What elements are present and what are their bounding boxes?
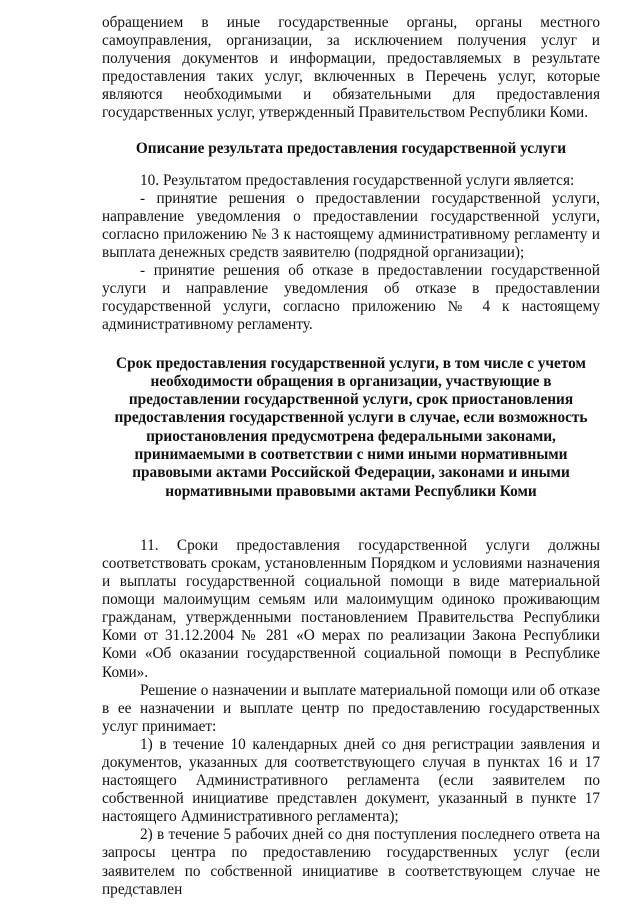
list-item-1: 1) в течение 10 календарных дней со дня регистрации заявления и документов, указанных для соответствующего случая в пунктах 16 и 17 настоящего Административного регламента (если заявителем по собственной инициативе представлен документ, указанный в пункте 17 настоящего Административного регламента); (102, 735, 600, 826)
paragraph-10-item-2: - принятие решения об отказе в предоставлении государственной услуги и направление уведомления об отказе в предоставлении государственной услуги, согласно приложению № 4 к настоящему административному регламенту. (102, 262, 600, 334)
intro-paragraph: обращением в иные государственные органы, органы местного самоуправления, организации, за исключением получения услуг и получения документов и информации, предоставляемых в результате предоставления таких услуг, включенных в Перечень услуг, которые являются необходимыми и обязательными для предоставления государственных услуг, утвержденный Правительством Республики Коми. (102, 14, 600, 122)
paragraph-decision: Решение о назначении и выплате материальной помощи или об отказе в ее назначении и выплате центр по предоставлению государственных услуг принимает: (102, 681, 600, 735)
paragraph-10-item-1: - принятие решения о предоставлении государственной услуги, направление уведомления о предоставлении государственной услуги, согласно приложению № 3 к настоящему административному регламенту и выплата денежных средств заявителю (подрядной организации); (102, 189, 600, 262)
paragraph-10-lead: 10. Результатом предоставления государственной услуги является: (140, 171, 575, 189)
paragraph-11: 11. Сроки предоставления государственной услуги должны соответствовать срокам, установленным Порядком и условиями назначения и выплаты государственной социальной помощи в виде материальной помощи малоимущим семьям или малоимущим одиноко проживающим гражданам, утвержденными постановлением Правительства Республики Коми от 31.12.2004 № 281 «О мерах по реализации Закона Республики Коми «Об оказании государственной социальной помощи в Республике Коми». (102, 536, 600, 681)
heading-service-term: Срок предоставления государственной услуги, в том числе с учетом необходимости обращения в организации, участвующие в предоставлении государственной услуги, срок приостановления предоставления государственной услуги в случае, если возможность приостановления предусмотрена федеральными законами, принимаемыми в соответствии с ними иными нормативными правовыми актами Российской Федерации, законами и иными нормативными правовыми актами Республики Коми (114, 354, 588, 500)
document-page (102, 14, 600, 899)
list-item-2: 2) в течение 5 рабочих дней со дня поступления последнего ответа на запросы центра по предоставлению государственных услуг (если заявителем по собственной инициативе в соответствующем случае не представлен (102, 826, 600, 898)
heading-result-description: Описание результата предоставления государственной услуги (135, 139, 567, 157)
